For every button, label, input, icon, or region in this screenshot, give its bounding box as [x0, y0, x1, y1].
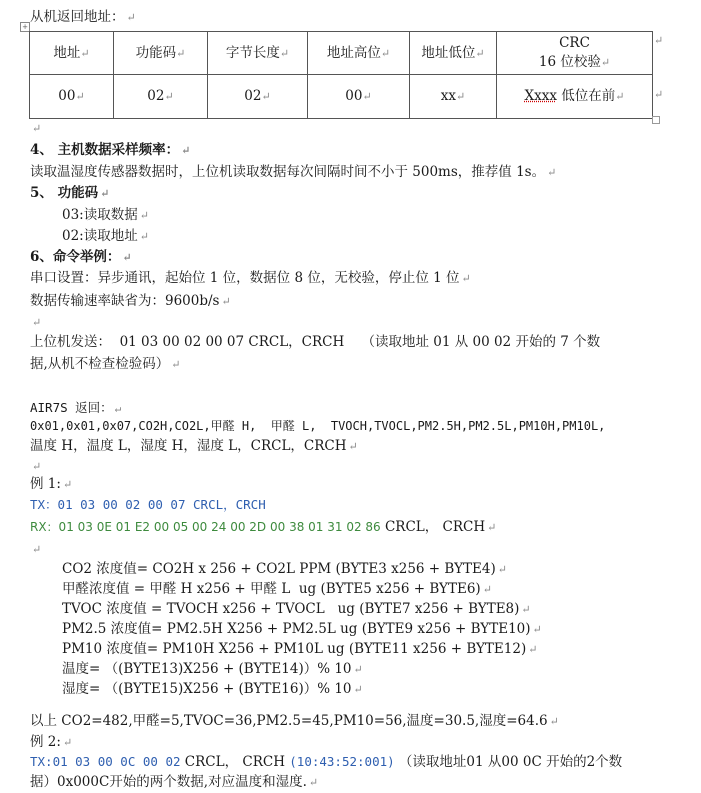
- value-cell: xx ↵: [410, 75, 497, 119]
- formula-pm10: PM10 浓度值= PM10H X256 + PM10L ug (BYTE11 x256 + BYTE12) ↵: [62, 640, 537, 659]
- formula-co2: CO2 浓度值= CO2H x 256 + CO2L PPM (BYTE3 x256 + BYTE4) ↵: [62, 560, 507, 579]
- section-6-title: 6、命令举例： ↵: [30, 248, 132, 267]
- table-move-handle-icon[interactable]: +: [20, 22, 30, 32]
- header-cell: 地址高位 ↵: [308, 32, 410, 75]
- host-send-line: 上位机发送： 01 03 00 02 00 07 CRCL，CRCH （读取地址 01 从 00 02 开始的 7 个数: [30, 334, 601, 350]
- row-end-mark: ↵: [654, 34, 664, 47]
- section-5-title: 5、 功能码 ↵: [30, 184, 109, 203]
- air7s-return-label: AIR7S 返回： ↵: [30, 399, 121, 418]
- header-cell: 地址低位 ↵: [410, 32, 497, 75]
- serial-settings: 串口设置：异步通讯，起始位 1 位，数据位 8 位，无校验，停止位 1 位 ↵: [30, 269, 471, 288]
- example-1-rx: RX：01 03 0E 01 E2 00 05 00 24 00 2D 00 38 01 31 02 86 CRCL， CRCH ↵: [30, 518, 496, 537]
- formula-pm25: PM2.5 浓度值= PM2.5H X256 + PM2.5L ug (BYTE9 x256 + BYTE10) ↵: [62, 620, 542, 639]
- value-cell: 00 ↵: [30, 75, 114, 119]
- empty-paragraph: [30, 313, 41, 332]
- formula-temperature: 温度= （(BYTE13)X256 + (BYTE14)）% 10 ↵: [62, 660, 363, 679]
- function-code-item: 03:读取数据 ↵: [62, 206, 149, 225]
- example-2-title: 例 2: ↵: [30, 733, 72, 752]
- empty-paragraph: [30, 119, 41, 138]
- header-cell: 功能码 ↵: [114, 32, 208, 75]
- formula-formaldehyde: 甲醛浓度值 = 甲醛 H x256 + 甲醛 L ug (BYTE5 x256 + BYTE6) ↵: [62, 580, 492, 599]
- air7s-return-bytes-2: 温度 H，温度 L，湿度 H，湿度 L，CRCL，CRCH ↵: [30, 437, 358, 456]
- section-4-text: 读取温湿度传感器数据时，上位机读取数据每次间隔时间不小于 500ms，推荐值 1s。 ↵: [30, 163, 556, 182]
- empty-paragraph: [30, 457, 41, 476]
- table-row: [30, 75, 653, 119]
- value-cell: 02 ↵: [208, 75, 308, 119]
- slave-return-title: 从机返回地址： ↵: [30, 8, 136, 27]
- header-cell-crc: CRC 16 位校验 ↵: [497, 32, 653, 75]
- value-cell: 02 ↵: [114, 75, 208, 119]
- row-end-mark: ↵: [654, 88, 664, 101]
- air7s-return-bytes: 0x01,0x01,0x07,CO2H,CO2L,甲醛 H, 甲醛 L, TVOCH,TVOCL,PM2.5H,PM2.5L,PM10H,PM10L,: [30, 419, 606, 433]
- example-1-tx: TX：01 03 00 02 00 07 CRCL，CRCH: [30, 497, 266, 512]
- baud-rate: 数据传输速率缺省为：9600b/s ↵: [30, 292, 231, 311]
- header-cell: 字节长度 ↵: [208, 32, 308, 75]
- register-table: [29, 31, 653, 119]
- value-cell-crc: Xxxx 低位在前 ↵: [497, 75, 653, 119]
- formula-tvoc: TVOC 浓度值 = TVOCH x256 + TVOCL ug (BYTE7 x256 + BYTE8) ↵: [62, 600, 531, 619]
- value-cell: 00 ↵: [308, 75, 410, 119]
- function-code-item: 02:读取地址 ↵: [62, 227, 149, 246]
- section-4-title: 4、 主机数据采样频率： ↵: [30, 141, 190, 160]
- table-resize-handle[interactable]: [652, 116, 660, 124]
- header-cell: 地址 ↵: [30, 32, 114, 75]
- empty-paragraph: [30, 540, 41, 559]
- example-1-title: 例 1: ↵: [30, 475, 72, 494]
- example-2-tx: TX:01 03 00 0C 00 02 CRCL， CRCH (10:43:52:001) （读取地址01 从00 0C 开始的2个数: [30, 754, 623, 770]
- formula-humidity: 湿度= （(BYTE15)X256 + (BYTE16)）% 10 ↵: [62, 680, 363, 699]
- host-send-line-2: 据,从机不检查检验码） ↵: [30, 355, 181, 374]
- example-1-summary: 以上 CO2=482,甲醛=5,TVOC=36,PM2.5=45,PM10=56,温度=30.5,湿度=64.6 ↵: [30, 712, 559, 731]
- table-header-row: [30, 32, 653, 75]
- example-2-description: 据）0x000C开始的两个数据,对应温度和湿度. ↵: [30, 773, 318, 792]
